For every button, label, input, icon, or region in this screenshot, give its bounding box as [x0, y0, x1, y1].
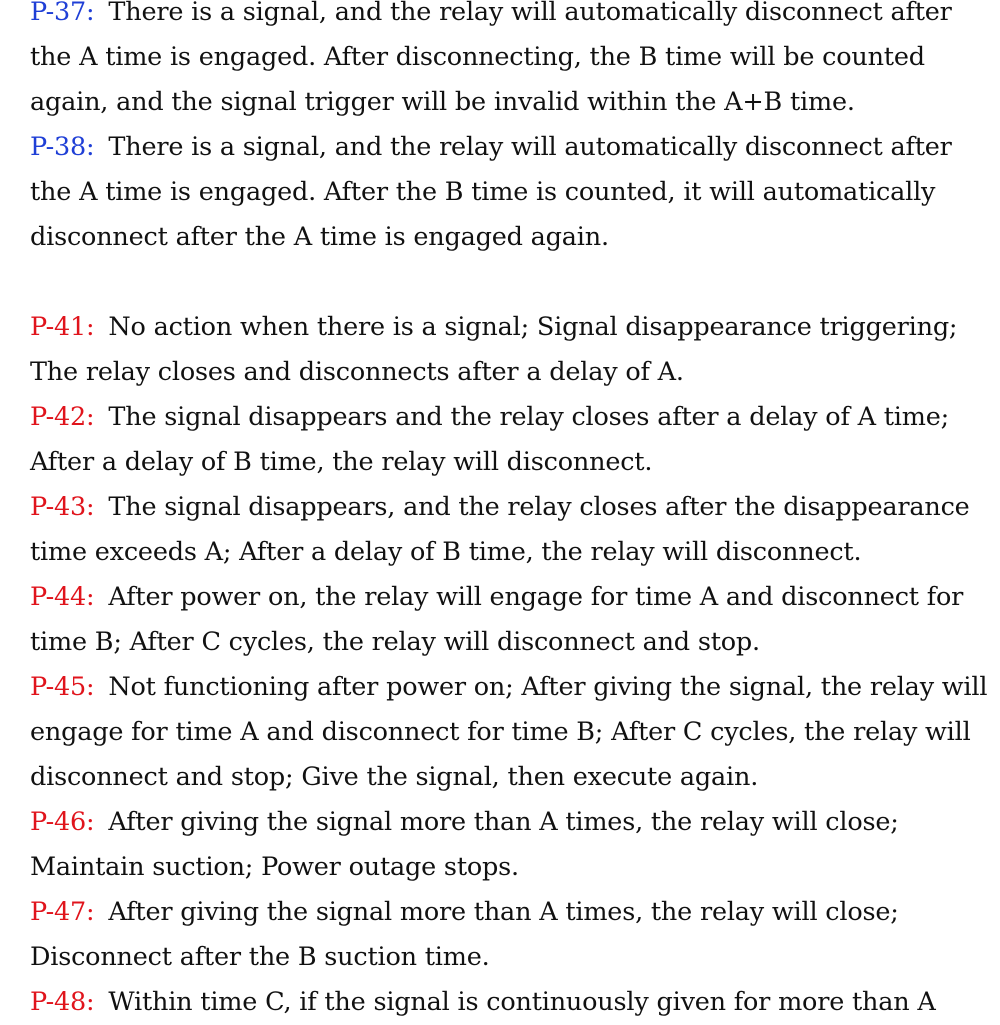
mode-description: No action when there is a signal; Signal disappearance triggering; The relay closes and disconnects after a delay of A. — [30, 312, 958, 387]
mode-entry-p45 — [30, 665, 998, 800]
mode-entry-p37 — [30, 0, 998, 125]
mode-entry-p43 — [30, 485, 998, 575]
mode-code: P-43: — [30, 492, 95, 522]
mode-code: P-41: — [30, 312, 95, 342]
mode-entry-p47 — [30, 890, 998, 980]
mode-code: P-38: — [30, 132, 95, 162]
mode-entry-p42 — [30, 395, 998, 485]
mode-entry-p46 — [30, 800, 998, 890]
mode-code: P-45: — [30, 672, 95, 702]
mode-description: The signal disappears and the relay closes after a delay of A time; After a delay of B time, the relay will disconnect. — [30, 402, 949, 477]
mode-code: P-37: — [30, 0, 95, 27]
mode-description: After giving the signal more than A times, the relay will close; Disconnect after the B suction time. — [30, 897, 899, 972]
mode-description: There is a signal, and the relay will automatically disconnect after the A time is engaged. After disconnecting, the B time will be counted again, and the signal trigger will be invalid within the A+B time. — [30, 0, 952, 117]
mode-description: After power on, the relay will engage for time A and disconnect for time B; After C cycles, the relay will disconnect and stop. — [30, 582, 964, 657]
mode-group-red — [30, 305, 998, 1025]
mode-entry-p38 — [30, 125, 998, 260]
mode-description: There is a signal, and the relay will automatically disconnect after the A time is engaged. After the B time is counted, it will automatically disconnect after the A time is engaged again. — [30, 132, 952, 252]
mode-code: P-46: — [30, 807, 95, 837]
mode-description: Within time C, if the signal is continuously given for more than A — [108, 987, 936, 1017]
mode-group-blue — [30, 0, 998, 260]
section-gap — [30, 260, 998, 305]
mode-entry-p44 — [30, 575, 998, 665]
mode-entry-p48 — [30, 980, 998, 1025]
relay-mode-document — [30, 0, 998, 1025]
mode-description: The signal disappears, and the relay closes after the disappearance time exceeds A; After a delay of B time, the relay will disconnect. — [30, 492, 970, 567]
mode-description: Not functioning after power on; After giving the signal, the relay will engage for time A and disconnect for time B; After C cycles, the relay will disconnect and stop; Give the signal, then execute again. — [30, 672, 988, 792]
mode-entry-p41 — [30, 305, 998, 395]
mode-code: P-48: — [30, 987, 95, 1017]
mode-code: P-47: — [30, 897, 95, 927]
mode-description: After giving the signal more than A times, the relay will close; Maintain suction; Power outage stops. — [30, 807, 899, 882]
mode-code: P-42: — [30, 402, 95, 432]
mode-code: P-44: — [30, 582, 95, 612]
